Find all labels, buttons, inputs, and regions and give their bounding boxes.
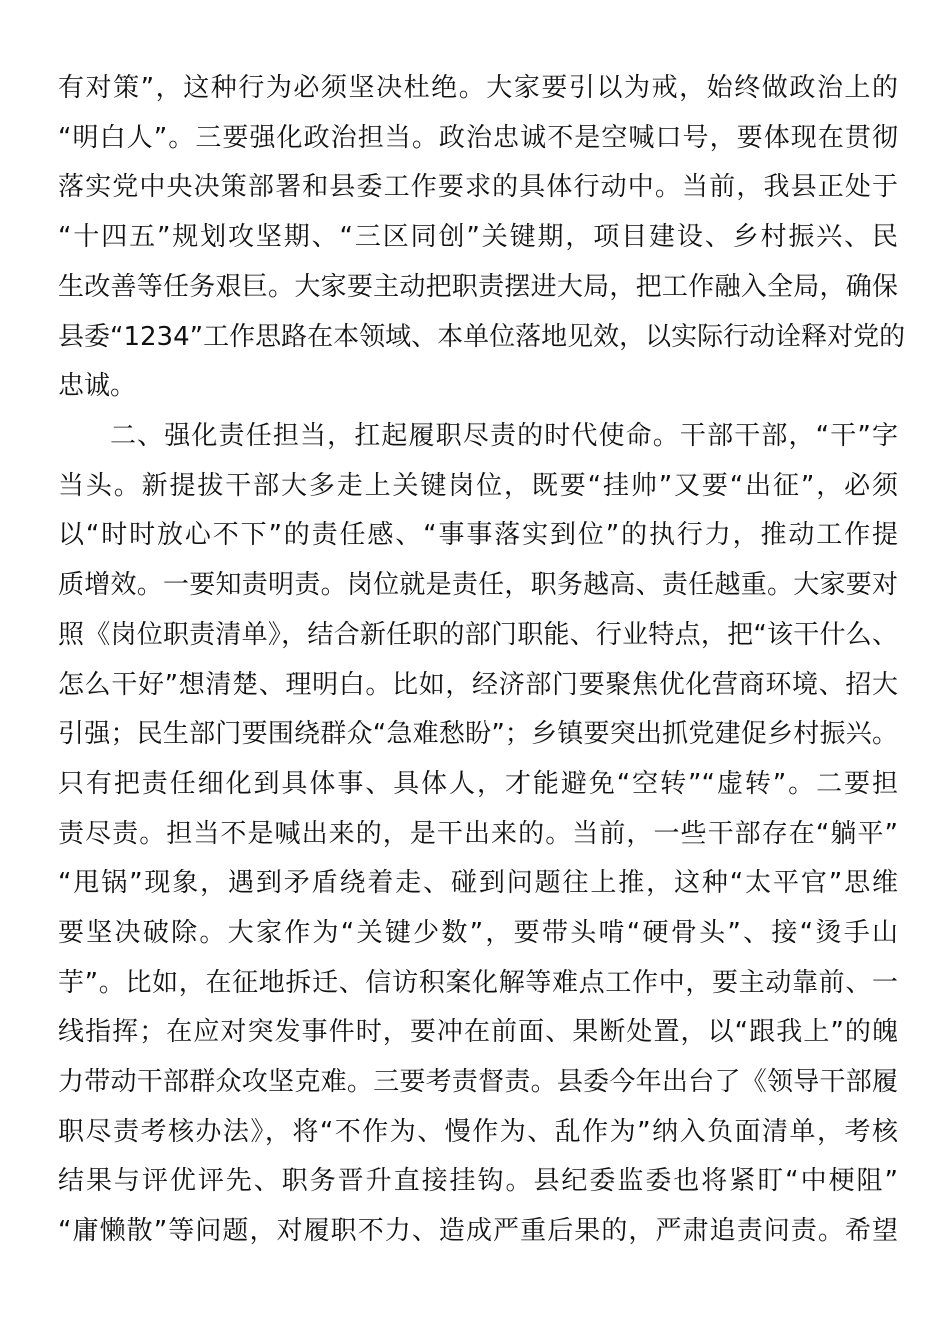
text-line: “十四五”规划攻坚期、“三区同创”关键期，项目建设、乡村振兴、民 [58,222,898,252]
text-line: 只有把责任细化到具体事、具体人，才能避免“空转”“虚转”。二要担 [58,769,898,799]
text-line: 质增效。一要知责明责。岗位就是责任，职务越高、责任越重。大家要对 [58,570,898,600]
text-line: 要坚决破除。大家作为“关键少数”，要带头啃“硬骨头”、接“烫手山 [58,918,898,948]
text-line: 怎么干好”想清楚、理明白。比如，经济部门要聚焦优化营商环境、招大 [58,670,898,700]
text-line: 力带动干部群众攻坚克难。三要考责督责。县委今年出台了《领导干部履 [58,1067,898,1097]
text-line: “甩锅”现象，遇到矛盾绕着走、碰到问题往上推，这种“太平官”思维 [58,868,898,898]
text-line: 职尽责考核办法》，将“不作为、慢作为、乱作为”纳入负面清单，考核 [58,1117,898,1147]
section-heading-line: 二、强化责任担当，扛起履职尽责的时代使命。干部干部，“干”字 [110,421,898,451]
text-line: 线指挥；在应对突发事件时，要冲在前面、果断处置，以“跟我上”的魄 [58,1017,898,1047]
text-line: 芋”。比如，在征地拆迁、信访积案化解等难点工作中，要主动靠前、一 [58,968,898,998]
text-line: 结果与评优评先、职务晋升直接挂钩。县纪委监委也将紧盯“中梗阻” [58,1166,898,1196]
text-line: 县委“1234”工作思路在本领域、本单位落地见效，以实际行动诠释对党的 [58,322,906,352]
text-line: 引强；民生部门要围绕群众“急难愁盼”；乡镇要突出抓党建促乡村振兴。 [58,719,898,749]
text-line: 照《岗位职责清单》，结合新任职的部门职能、行业特点，把“该干什么、 [58,620,898,650]
text-line: 忠诚。 [58,371,137,401]
text-line: “明白人”。三要强化政治担当。政治忠诚不是空喊口号，要体现在贯彻 [58,123,898,153]
text-line: 有对策”，这种行为必须坚决杜绝。大家要引以为戒，始终做政治上的 [58,73,898,103]
text-line: 落实党中央决策部署和县委工作要求的具体行动中。当前，我县正处于 [58,172,898,202]
text-line: “庸懒散”等问题，对履职不力、造成严重后果的，严肃追责问责。希望 [58,1216,898,1246]
text-line: 当头。新提拔干部大多走上关键岗位，既要“挂帅”又要“出征”，必须 [58,471,898,501]
text-line: 生改善等任务艰巨。大家要主动把职责摆进大局，把工作融入全局，确保 [58,272,898,302]
text-line: 以“时时放心不下”的责任感、“事事落实到位”的执行力，推动工作提 [58,520,898,550]
text-line: 责尽责。担当不是喊出来的，是干出来的。当前，一些干部存在“躺平” [58,819,898,849]
